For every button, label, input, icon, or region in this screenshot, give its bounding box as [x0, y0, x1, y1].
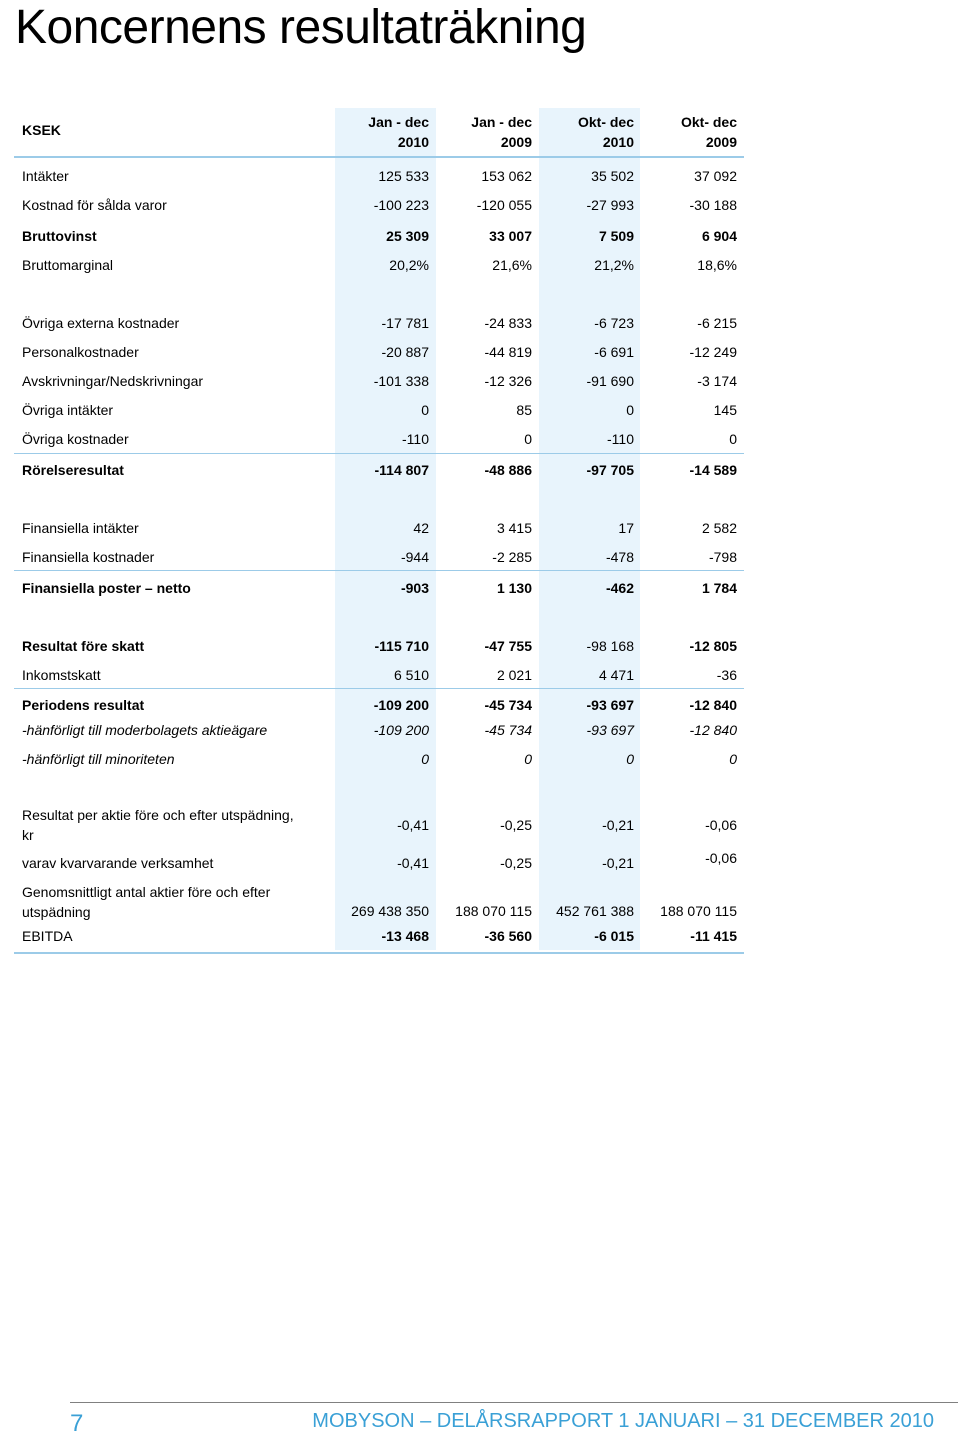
- cell-value: 21,6%: [492, 257, 532, 273]
- cell-value: -13 468: [381, 928, 429, 944]
- row-label: [22, 805, 294, 845]
- cell-value: 17: [618, 520, 634, 536]
- row-label: Rörelseresultat: [22, 462, 124, 478]
- cell-value: 6 904: [701, 228, 737, 244]
- cell-value: 188 070 115: [660, 903, 737, 919]
- cell-value: -17 781: [381, 315, 429, 331]
- cell-value: -24 833: [484, 315, 532, 331]
- row-label: Finansiella kostnader: [22, 549, 155, 565]
- cell-value: -30 188: [689, 197, 737, 213]
- cell-value: -97 705: [586, 462, 634, 478]
- cell-value: 0: [626, 402, 634, 418]
- row-rule: [14, 688, 744, 689]
- cell-value: -45 734: [484, 722, 532, 738]
- cell-value: -114 807: [374, 462, 429, 478]
- cell-value: -12 840: [689, 697, 737, 713]
- row-label-line: Resultat per aktie före och efter utspädning,: [22, 807, 294, 823]
- cell-value: -110: [607, 431, 634, 447]
- cell-value: -0,41: [397, 817, 429, 833]
- cell-value: -3 174: [697, 373, 737, 389]
- unit-label: KSEK: [22, 122, 61, 138]
- cell-value: 42: [413, 520, 429, 536]
- column-header-1: Jan - dec 2010: [368, 114, 429, 150]
- cell-value: -6 215: [697, 315, 737, 331]
- cell-value: 2 021: [496, 667, 532, 683]
- cell-value: -0,25: [500, 855, 532, 871]
- row-label: Finansiella poster – netto: [22, 580, 191, 596]
- cell-value: -11 415: [690, 928, 737, 944]
- cell-value: 37 092: [694, 168, 737, 184]
- header-rule: [14, 156, 744, 158]
- cell-value: -6 691: [594, 344, 634, 360]
- row-label-line: utspädning: [22, 904, 91, 920]
- cell-value: 21,2%: [594, 257, 634, 273]
- row-label: Övriga externa kostnader: [22, 315, 180, 331]
- cell-value: 4 471: [598, 667, 634, 683]
- row-label: Periodens resultat: [22, 697, 145, 713]
- cell-value: -14 589: [689, 462, 737, 478]
- row-label: Intäkter: [22, 168, 69, 184]
- cell-value: -903: [400, 580, 429, 596]
- cell-value: 269 438 350: [351, 903, 429, 919]
- cell-value: 33 007: [489, 228, 532, 244]
- cell-value: 153 062: [481, 168, 532, 184]
- cell-value: 7 509: [598, 228, 634, 244]
- row-label: -hänförligt till minoriteten: [22, 751, 175, 767]
- cell-value: -120 055: [476, 197, 532, 213]
- cell-value: -101 338: [373, 373, 429, 389]
- cell-value: -91 690: [586, 373, 634, 389]
- cell-value: -0,06: [705, 817, 737, 833]
- cell-value: -12 840: [689, 722, 737, 738]
- cell-value: 0: [729, 751, 737, 767]
- cell-value: -109 200: [373, 697, 429, 713]
- cell-value: -48 886: [484, 462, 532, 478]
- cell-value: 20,2%: [389, 257, 429, 273]
- cell-value: -12 249: [689, 344, 737, 360]
- cell-value: -12 805: [689, 638, 737, 654]
- row-label: Personalkostnader: [22, 344, 139, 360]
- row-label: Övriga intäkter: [22, 402, 114, 418]
- cell-value: 2 582: [701, 520, 737, 536]
- cell-value: -44 819: [484, 344, 532, 360]
- row-label: Avskrivningar/Nedskrivningar: [22, 373, 204, 389]
- column-header-4: Okt- dec 2009: [680, 114, 737, 150]
- cell-value: 3 415: [496, 520, 532, 536]
- cell-value: 1 130: [496, 580, 532, 596]
- cell-value: 6 510: [393, 667, 429, 683]
- row-rule: [14, 453, 744, 454]
- cell-value: -462: [605, 580, 634, 596]
- cell-value: 0: [421, 402, 429, 418]
- cell-value: 0: [729, 431, 737, 447]
- cell-value: -100 223: [373, 197, 429, 213]
- row-label: Bruttovinst: [22, 228, 97, 244]
- row-label: varav kvarvarande verksamhet: [22, 855, 214, 871]
- cell-value: -0,21: [602, 817, 634, 833]
- footer-rule: [70, 1402, 958, 1403]
- cell-value: -478: [605, 549, 634, 565]
- row-label-line: kr: [22, 827, 34, 843]
- cell-value: 145: [713, 402, 737, 418]
- row-label: EBITDA: [22, 928, 73, 944]
- cell-value: -6 015: [594, 928, 634, 944]
- cell-value: -115 710: [374, 638, 429, 654]
- cell-value: -0,21: [602, 855, 634, 871]
- cell-value: -0,41: [397, 855, 429, 871]
- page-title: Koncernens resultaträkning: [15, 1, 587, 54]
- cell-value: 18,6%: [697, 257, 737, 273]
- bottom-rule: [14, 952, 744, 954]
- cell-value: -0,06: [705, 850, 737, 866]
- cell-value: 452 761 388: [556, 903, 634, 919]
- cell-value: 188 070 115: [455, 903, 532, 919]
- cell-value: -93 697: [586, 722, 634, 738]
- cell-value: -45 734: [484, 697, 532, 713]
- row-rule: [14, 570, 744, 571]
- column-header-2: Jan - dec 2009: [471, 114, 532, 150]
- cell-value: -798: [708, 549, 737, 565]
- row-label: Finansiella intäkter: [22, 520, 139, 536]
- cell-value: 85: [516, 402, 532, 418]
- row-label: Bruttomarginal: [22, 257, 114, 273]
- cell-value: 0: [524, 431, 532, 447]
- cell-value: -20 887: [381, 344, 429, 360]
- cell-value: 0: [626, 751, 634, 767]
- cell-value: -109 200: [373, 722, 429, 738]
- cell-value: -98 168: [586, 638, 634, 654]
- cell-value: -27 993: [586, 197, 634, 213]
- cell-value: -36 560: [484, 928, 532, 944]
- cell-value: -47 755: [484, 638, 532, 654]
- cell-value: -12 326: [484, 373, 532, 389]
- cell-value: -944: [400, 549, 429, 565]
- column-header-3: Okt- dec 2010: [577, 114, 634, 150]
- row-label: Övriga kostnader: [22, 431, 129, 447]
- cell-value: -2 285: [492, 549, 532, 565]
- cell-value: 35 502: [591, 168, 634, 184]
- cell-value: 1 784: [701, 580, 737, 596]
- row-label: -hänförligt till moderbolagets aktieägare: [22, 722, 268, 738]
- cell-value: 0: [524, 751, 532, 767]
- row-label-line: Genomsnittligt antal aktier före och efter: [22, 884, 271, 900]
- cell-value: 0: [421, 751, 429, 767]
- cell-value: 125 533: [378, 168, 429, 184]
- page-number: 7: [70, 1410, 84, 1437]
- cell-value: -36: [716, 667, 737, 683]
- row-label: Resultat före skatt: [22, 638, 145, 654]
- row-label: Kostnad för sålda varor: [22, 197, 167, 213]
- cell-value: -110: [402, 431, 429, 447]
- cell-value: -6 723: [594, 315, 634, 331]
- income-statement-table: [14, 108, 744, 954]
- cell-value: -0,25: [500, 817, 532, 833]
- cell-value: 25 309: [386, 228, 429, 244]
- footer-text: MOBYSON – DELÅRSRAPPORT 1 JANUARI – 31 DECEMBER 2010: [312, 1410, 934, 1432]
- row-label: [22, 882, 270, 922]
- row-label: Inkomstskatt: [22, 667, 101, 683]
- cell-value: -93 697: [586, 697, 634, 713]
